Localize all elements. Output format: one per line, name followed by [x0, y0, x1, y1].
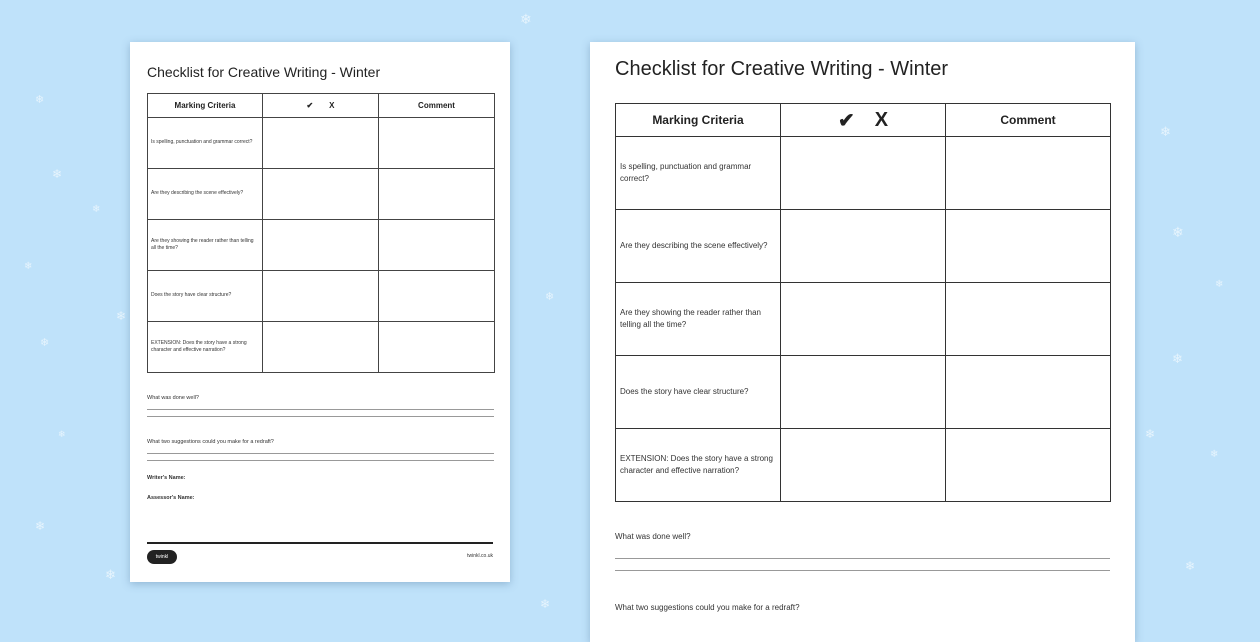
snowflake-icon: ❄: [105, 567, 116, 582]
writer-name-label: Writer's Name:: [147, 475, 186, 481]
answer-line[interactable]: [147, 409, 494, 410]
snowflake-icon: ❄: [1172, 351, 1183, 366]
table-row: [616, 137, 1111, 210]
answer-line[interactable]: [147, 453, 494, 454]
check-cell[interactable]: [781, 137, 946, 210]
check-cell[interactable]: [781, 356, 946, 429]
snowflake-icon: ❄: [1210, 449, 1219, 460]
snowflake-icon: ❄: [52, 167, 63, 181]
snowflake-icon: ❄: [540, 597, 551, 611]
table-header-row: [616, 104, 1111, 137]
criteria-cell: Does the story have clear structure?: [616, 356, 781, 429]
table-row: [616, 210, 1111, 283]
question-suggestions: What two suggestions could you make for a redraft?: [147, 439, 274, 445]
table-row: [148, 322, 495, 373]
check-cell[interactable]: [263, 220, 379, 271]
comment-cell[interactable]: [379, 169, 495, 220]
check-icon: ✔: [837, 109, 855, 132]
answer-line[interactable]: [615, 570, 1110, 571]
snowflake-icon: ❄: [40, 337, 50, 349]
comment-cell[interactable]: [946, 283, 1111, 356]
snowflake-icon: ❄: [1160, 124, 1171, 139]
table-row: [616, 429, 1111, 502]
snowflake-icon: ❄: [1172, 224, 1184, 240]
worksheet-title: Checklist for Creative Writing - Winter: [615, 58, 949, 80]
criteria-cell: Are they showing the reader rather than telling all the time?: [148, 220, 263, 271]
snowflake-icon: ❄: [116, 309, 127, 323]
comment-cell[interactable]: [379, 220, 495, 271]
comment-cell[interactable]: [946, 210, 1111, 283]
header-check-cross: [781, 104, 946, 137]
check-cell[interactable]: [263, 322, 379, 373]
twinkl-logo: twinkl: [147, 550, 177, 564]
criteria-cell: Are they showing the reader rather than telling all the time?: [616, 283, 781, 356]
check-cell[interactable]: [781, 429, 946, 502]
snowflake-icon: ❄: [1145, 427, 1156, 441]
answer-line[interactable]: [615, 558, 1110, 559]
comment-cell[interactable]: [379, 271, 495, 322]
answer-line[interactable]: [147, 416, 494, 417]
header-comment: Comment: [379, 94, 495, 118]
footer-site: twinkl.co.uk: [467, 553, 493, 559]
comment-cell[interactable]: [946, 137, 1111, 210]
header-check-cross: [263, 94, 379, 118]
header-marking-criteria: Marking Criteria: [148, 94, 263, 118]
cross-icon: X: [329, 101, 335, 110]
criteria-cell: Are they describing the scene effectively?: [148, 169, 263, 220]
comment-cell[interactable]: [946, 356, 1111, 429]
snowflake-icon: ❄: [35, 94, 45, 106]
snowflake-icon: ❄: [1185, 559, 1196, 573]
snowflake-icon: ❄: [520, 11, 532, 27]
snowflake-icon: ❄: [1215, 279, 1224, 290]
table-row: [616, 283, 1111, 356]
criteria-cell: Is spelling, punctuation and grammar correct?: [616, 137, 781, 210]
criteria-cell: Are they describing the scene effectively?: [616, 210, 781, 283]
answer-line[interactable]: [147, 460, 494, 461]
table-row: [148, 169, 495, 220]
snowflake-icon: ❄: [58, 429, 66, 439]
question-done-well: What was done well?: [147, 395, 199, 401]
comment-cell[interactable]: [379, 118, 495, 169]
table-header-row: [148, 94, 495, 118]
snowflake-icon: ❄: [92, 204, 101, 215]
check-cell[interactable]: [263, 169, 379, 220]
comment-cell[interactable]: [379, 322, 495, 373]
marking-table: [147, 93, 495, 373]
criteria-cell: EXTENSION: Does the story have a strong character and effective narration?: [616, 429, 781, 502]
snowflake-icon: ❄: [545, 291, 555, 303]
check-cell[interactable]: [781, 210, 946, 283]
snowflake-icon: ❄: [35, 519, 46, 533]
comment-cell[interactable]: [946, 429, 1111, 502]
question-suggestions: What two suggestions could you make for a redraft?: [615, 603, 800, 612]
header-marking-criteria: Marking Criteria: [616, 104, 781, 137]
check-cell[interactable]: [781, 283, 946, 356]
assessor-name-label: Assessor's Name:: [147, 495, 195, 501]
criteria-cell: Does the story have clear structure?: [148, 271, 263, 322]
table-row: [148, 271, 495, 322]
worksheet-preview-large: [590, 42, 1135, 642]
table-row: [148, 118, 495, 169]
table-row: [616, 356, 1111, 429]
worksheet-preview-small: [130, 42, 510, 582]
marking-table: [615, 103, 1111, 502]
criteria-cell: Is spelling, punctuation and grammar correct?: [148, 118, 263, 169]
check-cell[interactable]: [263, 118, 379, 169]
check-cell[interactable]: [263, 271, 379, 322]
worksheet-title: Checklist for Creative Writing - Winter: [147, 64, 381, 80]
question-done-well: What was done well?: [615, 532, 691, 541]
header-comment: Comment: [946, 104, 1111, 137]
check-icon: ✔: [306, 101, 314, 110]
snowflake-icon: ❄: [24, 261, 33, 272]
cross-icon: X: [874, 108, 889, 131]
criteria-cell: EXTENSION: Does the story have a strong character and effective narration?: [148, 322, 263, 373]
footer-divider: [147, 542, 493, 544]
table-row: [148, 220, 495, 271]
